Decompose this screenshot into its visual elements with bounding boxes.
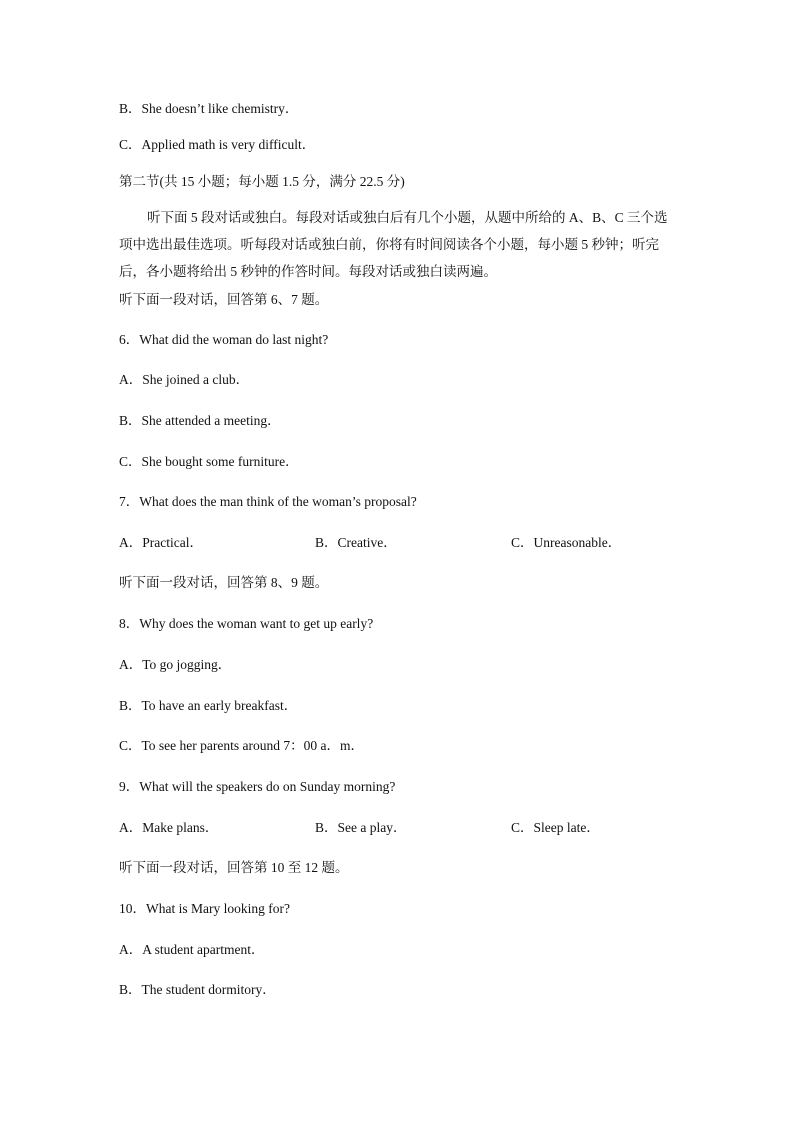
question-6-option-a: A．She joined a club． (119, 372, 250, 387)
question-10: 10．What is Mary looking for? (119, 901, 290, 916)
question-7-option-c: C．Unreasonable． (511, 535, 622, 550)
instructions-paragraph: 听下面 5 段对话或独白。每段对话或独白后有几个小题，从题中所给的 A、B、C 三个选项中选出最佳选项。听每段对话或独白前，你将有时间阅读各个小题，每小题 5 秒钟；听完后，各小题将给出 5 秒钟的作答时间。每段对话或独白读两遍。 (119, 210, 668, 279)
question-7: 7．What does the man think of the woman’s proposal? (119, 494, 417, 509)
section-heading: 第二节(共 15 小题；每小题 1.5 分，满分 22.5 分) (119, 174, 405, 189)
question-9-option-b: B．See a play． (315, 820, 407, 835)
question-7-option-a: A．Practical． (119, 535, 203, 550)
question-6-option-c: C．She bought some furniture． (119, 454, 299, 469)
question-9: 9．What will the speakers do on Sunday morning? (119, 779, 396, 794)
dialog-instruction-6-7: 听下面一段对话，回答第 6、7 题。 (119, 292, 329, 307)
dialog-instruction-8-9: 听下面一段对话，回答第 8、9 题。 (119, 575, 329, 590)
question-10-option-a: A．A student apartment． (119, 942, 265, 957)
question-9-option-c: C．Sleep late． (511, 820, 600, 835)
option-c-previous: C．Applied math is very difficult． (119, 137, 316, 152)
question-8-option-c: C．To see her parents around 7：00 a．m． (119, 738, 364, 753)
option-b-previous: B．She doesn’t like chemistry． (119, 101, 299, 116)
dialog-instruction-10-12: 听下面一段对话，回答第 10 至 12 题。 (119, 860, 349, 875)
question-8: 8．Why does the woman want to get up early? (119, 616, 374, 631)
question-8-option-b: B．To have an early breakfast． (119, 698, 298, 713)
question-6-option-b: B．She attended a meeting． (119, 413, 281, 428)
question-10-option-b: B．The student dormitory． (119, 982, 276, 997)
question-6: 6．What did the woman do last night? (119, 332, 329, 347)
question-8-option-a: A．To go jogging． (119, 657, 232, 672)
question-9-option-a: A．Make plans． (119, 820, 219, 835)
question-7-option-b: B．Creative． (315, 535, 397, 550)
